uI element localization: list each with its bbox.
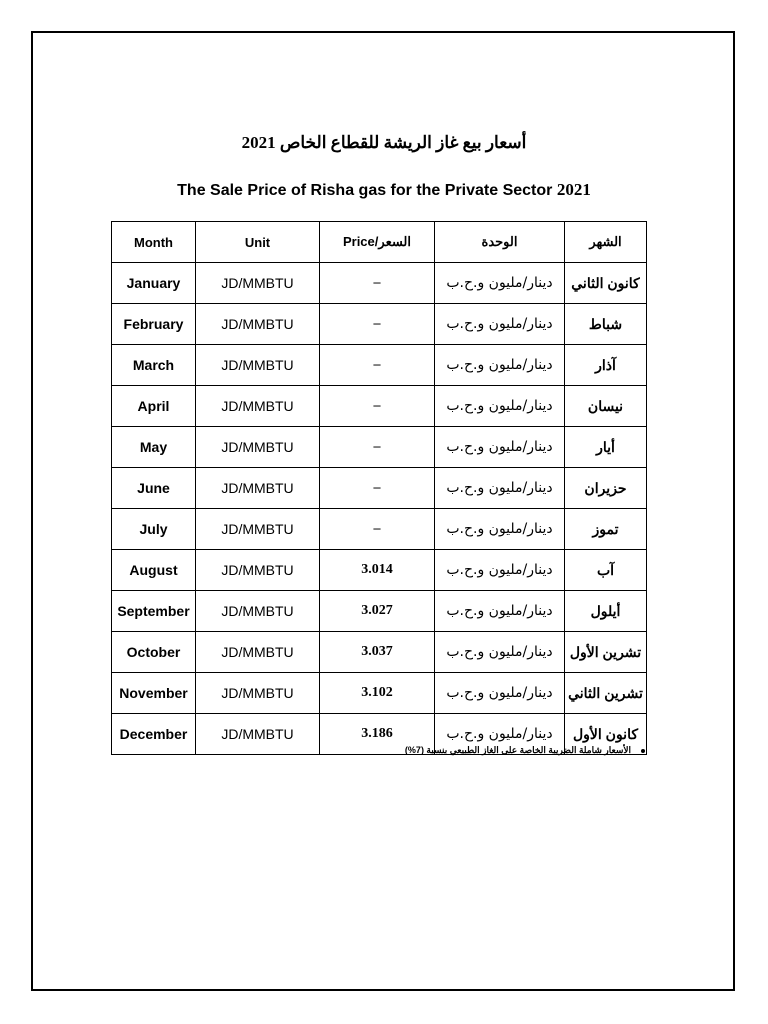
table-row: [112, 591, 647, 632]
table-row: [112, 550, 647, 591]
cell-month: April: [112, 386, 196, 427]
table-row: [112, 304, 647, 345]
table-row: [112, 263, 647, 304]
cell-unit: JD/MMBTU: [196, 386, 320, 427]
tax-note-text: الأسعار شاملة الضريبة الخاصة على الغاز الطبيعي بنسبة (7%): [404, 745, 631, 755]
cell-unit-arabic: دينار/مليون و.ح.ب: [435, 550, 565, 591]
cell-unit-arabic: دينار/مليون و.ح.ب: [435, 632, 565, 673]
cell-month-arabic: أيلول: [565, 591, 647, 632]
cell-price: 3.186: [320, 714, 435, 755]
table-row: [112, 632, 647, 673]
table-body: [112, 263, 647, 755]
cell-unit: JD/MMBTU: [196, 632, 320, 673]
cell-price: 3.027: [320, 591, 435, 632]
bullet-icon: [641, 749, 645, 753]
cell-month-arabic: آب: [565, 550, 647, 591]
cell-month: October: [112, 632, 196, 673]
cell-price: –: [320, 304, 435, 345]
cell-unit: JD/MMBTU: [196, 427, 320, 468]
header-price: السعر/Price: [320, 222, 435, 263]
cell-month: December: [112, 714, 196, 755]
title-english-text: The Sale Price of Risha gas for the Private Sector: [177, 182, 553, 199]
cell-month: May: [112, 427, 196, 468]
table-header-row: [112, 222, 647, 263]
cell-unit: JD/MMBTU: [196, 468, 320, 509]
cell-month: November: [112, 673, 196, 714]
table-row: [112, 509, 647, 550]
cell-month-arabic: تشرين الأول: [565, 632, 647, 673]
cell-month: January: [112, 263, 196, 304]
cell-month: September: [112, 591, 196, 632]
cell-unit-arabic: دينار/مليون و.ح.ب: [435, 304, 565, 345]
cell-price: –: [320, 263, 435, 304]
cell-month: July: [112, 509, 196, 550]
cell-unit-arabic: دينار/مليون و.ح.ب: [435, 509, 565, 550]
cell-unit: JD/MMBTU: [196, 509, 320, 550]
title-arabic: أسعار بيع غاز الريشة للقطاع الخاص 2021: [241, 133, 527, 152]
cell-month: June: [112, 468, 196, 509]
header-month-arabic: الشهر: [565, 222, 647, 263]
cell-unit-arabic: دينار/مليون و.ح.ب: [435, 673, 565, 714]
header-month: Month: [112, 222, 196, 263]
cell-unit: JD/MMBTU: [196, 673, 320, 714]
table-row: [112, 386, 647, 427]
cell-month: February: [112, 304, 196, 345]
cell-price: 3.014: [320, 550, 435, 591]
cell-unit: JD/MMBTU: [196, 345, 320, 386]
cell-month: March: [112, 345, 196, 386]
cell-price: –: [320, 509, 435, 550]
cell-unit-arabic: دينار/مليون و.ح.ب: [435, 263, 565, 304]
cell-unit-arabic: دينار/مليون و.ح.ب: [435, 386, 565, 427]
cell-unit: JD/MMBTU: [196, 263, 320, 304]
header-unit-arabic: الوحدة: [435, 222, 565, 263]
cell-month: August: [112, 550, 196, 591]
cell-price: 3.102: [320, 673, 435, 714]
cell-price: –: [320, 468, 435, 509]
cell-price: 3.037: [320, 632, 435, 673]
table-row: [112, 345, 647, 386]
cell-month-arabic: تشرين الثاني: [565, 673, 647, 714]
cell-month-arabic: آذار: [565, 345, 647, 386]
cell-price: –: [320, 427, 435, 468]
table-row: [112, 427, 647, 468]
table-row: [112, 673, 647, 714]
cell-month-arabic: كانون الأول: [565, 714, 647, 755]
cell-unit-arabic: دينار/مليون و.ح.ب: [435, 427, 565, 468]
cell-month-arabic: تموز: [565, 509, 647, 550]
table-row: [112, 468, 647, 509]
cell-unit-arabic: دينار/مليون و.ح.ب: [435, 714, 565, 755]
cell-price: –: [320, 386, 435, 427]
cell-unit: JD/MMBTU: [196, 550, 320, 591]
cell-month-arabic: كانون الثاني: [565, 263, 647, 304]
cell-month-arabic: شباط: [565, 304, 647, 345]
cell-unit-arabic: دينار/مليون و.ح.ب: [435, 345, 565, 386]
tax-note: [360, 745, 645, 756]
title-english: [0, 180, 768, 200]
cell-price: –: [320, 345, 435, 386]
cell-month-arabic: حزيران: [565, 468, 647, 509]
cell-unit-arabic: دينار/مليون و.ح.ب: [435, 591, 565, 632]
cell-unit: JD/MMBTU: [196, 591, 320, 632]
cell-unit: JD/MMBTU: [196, 714, 320, 755]
cell-month-arabic: نيسان: [565, 386, 647, 427]
cell-month-arabic: أيار: [565, 427, 647, 468]
title-year: 2021: [556, 180, 591, 199]
header-unit: Unit: [196, 222, 320, 263]
price-table: [111, 221, 647, 755]
cell-unit: JD/MMBTU: [196, 304, 320, 345]
cell-unit-arabic: دينار/مليون و.ح.ب: [435, 468, 565, 509]
